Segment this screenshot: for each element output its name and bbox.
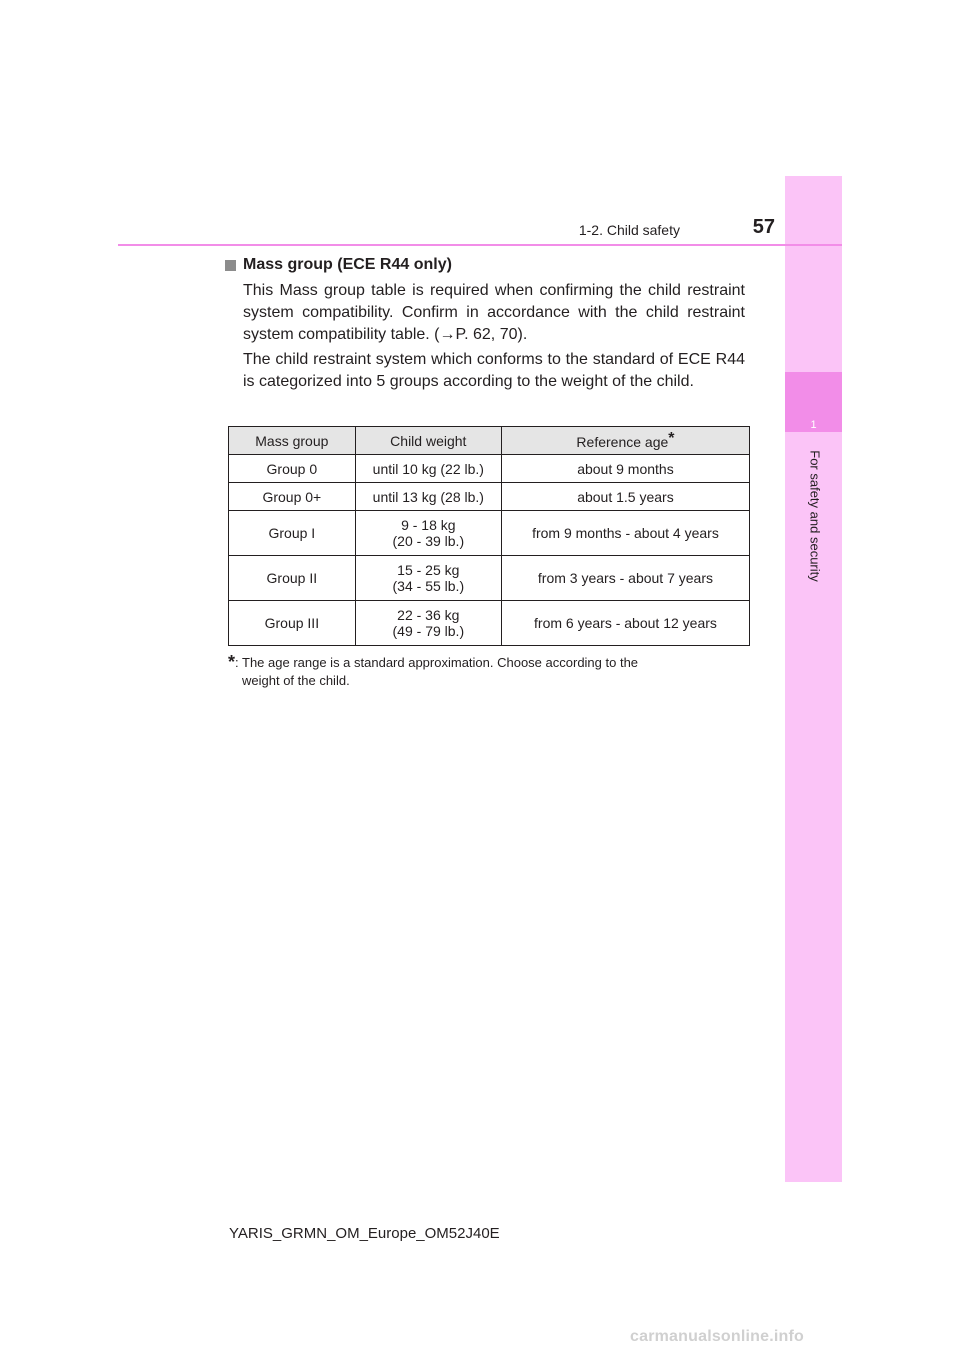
header-section-title: 1-2. Child safety	[578, 222, 680, 238]
footnote-text-1: : The age range is a standard approximation. Choose according to the	[235, 655, 639, 670]
cell-group: Group 0	[229, 455, 356, 483]
header-child-weight: Child weight	[355, 427, 501, 455]
cell-weight-kg: 9 - 18 kg	[401, 517, 456, 533]
cell-weight: until 10 kg (22 lb.)	[355, 455, 501, 483]
chapter-label: For safety and security	[807, 450, 823, 582]
table-row	[229, 483, 750, 511]
section-heading	[225, 254, 452, 276]
table-row	[229, 455, 750, 483]
cell-weight-lb: (49 - 79 lb.)	[392, 623, 465, 639]
chapter-number: 1	[810, 419, 817, 431]
cell-group: Group I	[229, 511, 356, 556]
cell-group: Group III	[229, 601, 356, 646]
paragraph-2: The child restraint system which conforms to the standard of ECE R44 is categorized into 5 groups according to the weight of the child.	[243, 351, 745, 390]
header-reference-age	[501, 427, 749, 455]
document-code: YARIS_GRMN_OM_Europe_OM52J40E	[229, 1225, 500, 1242]
cell-weight-kg: 15 - 25 kg	[397, 562, 460, 578]
cell-age: about 9 months	[501, 455, 749, 483]
cell-weight: until 13 kg (28 lb.)	[355, 483, 501, 511]
header-reference-age-text: Reference age	[576, 434, 669, 450]
cell-weight-kg: 22 - 36 kg	[397, 607, 460, 623]
cell-age: from 3 years - about 7 years	[501, 556, 749, 601]
cell-age: from 6 years - about 12 years	[501, 601, 749, 646]
square-bullet-icon	[225, 260, 236, 271]
cell-weight	[355, 511, 501, 556]
cell-age: from 9 months - about 4 years	[501, 511, 749, 556]
table-row	[229, 556, 750, 601]
side-tab-strip	[785, 176, 842, 1182]
cell-group: Group II	[229, 556, 356, 601]
cell-weight	[355, 601, 501, 646]
cell-age: about 1.5 years	[501, 483, 749, 511]
mass-group-table	[228, 426, 750, 646]
cell-weight-lb: (20 - 39 lb.)	[392, 533, 465, 549]
footnote-asterisk: *	[228, 652, 236, 672]
header-mass-group: Mass group	[229, 427, 356, 455]
asterisk-mark: *	[668, 430, 675, 447]
table-header-row	[229, 427, 750, 455]
footnote-line-2: weight of the child.	[242, 673, 350, 688]
site-watermark: carmanualsonline.info	[630, 1328, 805, 1345]
cell-group: Group 0+	[229, 483, 356, 511]
footnote	[228, 653, 745, 690]
table-row	[229, 511, 750, 556]
paragraph-1: This Mass group table is required when confirming the child restraint system compatibility. Confirm in accordance with the child restraint system compatibility table. (→P. 62, 70).	[243, 282, 745, 343]
header-divider	[118, 244, 842, 246]
cell-weight-lb: (34 - 55 lb.)	[392, 578, 465, 594]
table-row	[229, 601, 750, 646]
section-heading-text: Mass group (ECE R44 only)	[243, 256, 452, 273]
page-number: 57	[752, 216, 775, 238]
cell-weight	[355, 556, 501, 601]
footnote-line-1	[228, 653, 745, 672]
